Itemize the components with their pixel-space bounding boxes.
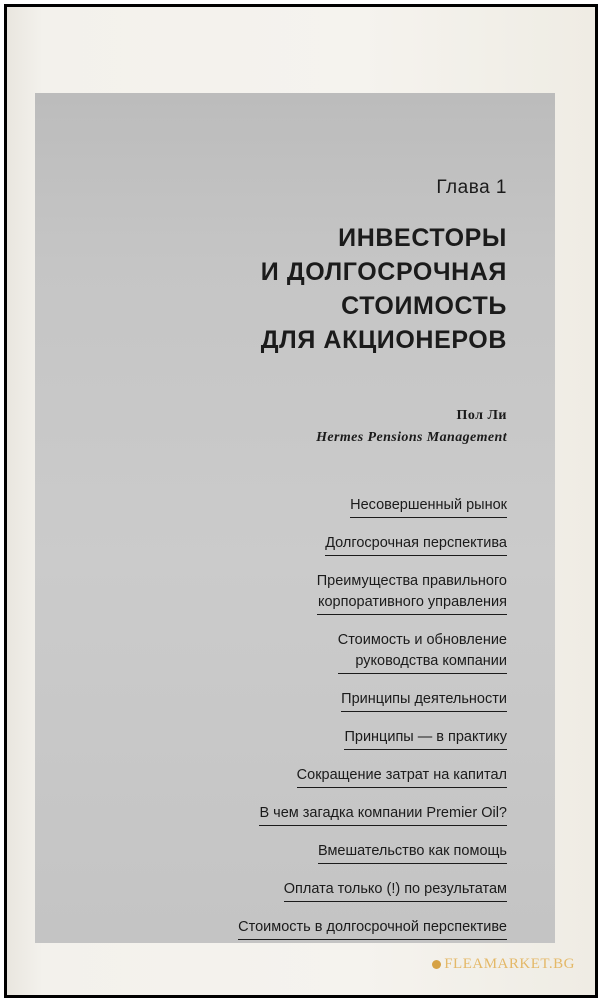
section-item xyxy=(107,765,507,788)
section-item xyxy=(107,495,507,518)
section-title-line: Стоимость в долгосрочной перспективе xyxy=(238,919,507,935)
watermark xyxy=(432,956,575,973)
section-title-line: руководства компании xyxy=(355,653,507,669)
chapter-title xyxy=(107,221,507,357)
chapter-content xyxy=(107,177,507,955)
section-item xyxy=(107,630,507,674)
chapter-number: Глава 1 xyxy=(436,177,507,198)
chapter-title-line: СТОИМОСТЬ xyxy=(341,292,507,320)
section-title-line: Стоимость и обновление xyxy=(337,632,507,648)
section-item xyxy=(107,689,507,712)
author-affiliation: Hermes Pensions Management xyxy=(316,430,507,445)
section-list xyxy=(107,495,507,940)
section-title xyxy=(338,630,507,674)
section-title xyxy=(259,803,507,826)
section-title-line: Вмешательство как помощь xyxy=(317,843,507,859)
section-title xyxy=(284,879,507,902)
section-title-line: В чем загадка компании Premier Oil? xyxy=(259,805,507,821)
author-name: Пол Ли xyxy=(456,408,507,423)
section-item xyxy=(107,571,507,615)
section-item xyxy=(107,533,507,556)
section-title-line: Оплата только (!) по результатам xyxy=(283,881,507,897)
chapter-title-line: ИНВЕСТОРЫ xyxy=(338,224,507,252)
watermark-text: FLEAMARKET.BG xyxy=(444,956,575,972)
watermark-logo-icon xyxy=(432,960,441,969)
section-title xyxy=(344,727,507,750)
section-item xyxy=(107,841,507,864)
section-title xyxy=(297,765,507,788)
section-title-line: Несовершенный рынок xyxy=(350,497,507,513)
section-title xyxy=(238,917,507,940)
section-title-line: Принципы — в практику xyxy=(344,729,507,745)
section-title-line: Долгосрочная перспектива xyxy=(325,535,507,551)
photo-frame xyxy=(4,4,598,998)
section-title xyxy=(317,571,507,615)
section-item xyxy=(107,879,507,902)
section-title xyxy=(318,841,507,864)
section-title-line: Сокращение затрат на капитал xyxy=(296,767,507,783)
section-item xyxy=(107,727,507,750)
section-item xyxy=(107,917,507,940)
section-title xyxy=(341,689,507,712)
section-title-line: корпоративного управления xyxy=(317,594,507,610)
section-item xyxy=(107,803,507,826)
chapter-title-line: И ДОЛГОСРОЧНАЯ xyxy=(260,258,507,286)
section-title xyxy=(350,495,507,518)
section-title-line: Принципы деятельности xyxy=(341,691,507,707)
section-title xyxy=(325,533,507,556)
section-title-line: Преимущества правильного xyxy=(316,573,507,589)
chapter-title-line: ДЛЯ АКЦИОНЕРОВ xyxy=(260,326,507,354)
